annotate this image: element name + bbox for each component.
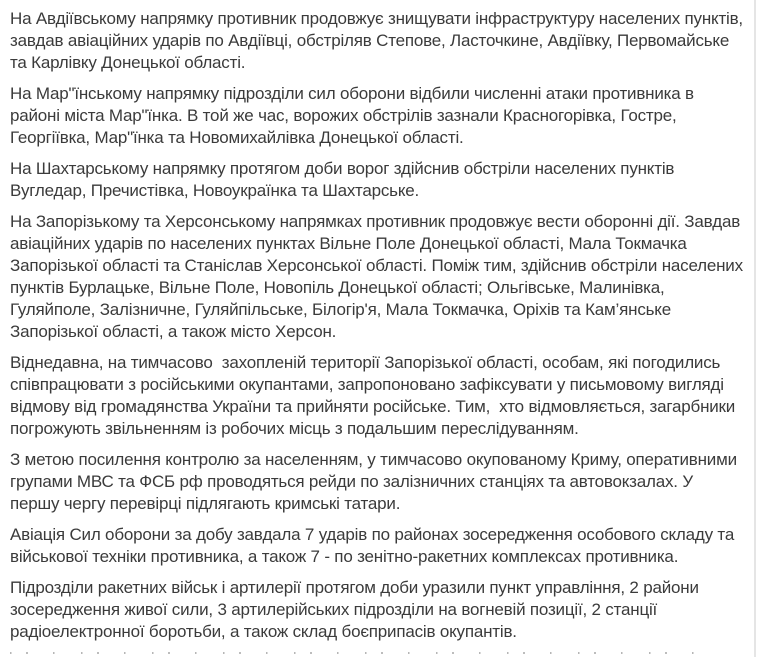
report-paragraph-missile-artillery: Підрозділи ракетних військ і артилерії протягом доби уразили пункт управління, 2 райони зосередження живої сили, 3 артилерійських підрозділи на вогневій позиції, 2 станції радіоелектронної боротьби, а також склад боєприпасів окупантів. — [10, 578, 704, 641]
report-paragraph-shakhtarske-direction: На Шахтарському напрямку протягом доби ворог здійснив обстріли населених пунктів Вугледар, Пречистівка, Новоукраїнка та Шахтарське. — [10, 159, 679, 200]
report-paragraph-marinka-direction: На Мар"їнському напрямку підрозділи сил оборони відбили численні атаки противника в районі міста Мар"їнка. В той же час, ворожих обстрілів зазнали Красногорівка, Гостре, Георгіївка, Мар"їнка та Новомихайлівка Донецької області. — [10, 84, 699, 147]
clipped-next-text-line — [10, 652, 710, 656]
report-paragraph-zaporizhzhia-kherson-directions: На Запорізькому та Херсонському напрямках противник продовжує вести оборонні дії. Завдав авіаційних ударів по населених пунктах Вільне Поле Донецької області, Мала Токмачка Запорізької області та Станіслав Херсонської області. Поміж тим, здійснив обстріли населених пунктів Бурлацьке, Вільне Поле, Новопіль Донецької області; Ольгівське, Малинівка, Гуляйполе, Залізничне, Гуляйпільське, Білогір'я, Мала Токмачка, Оріхів та Кам’янське Запорізької області, а також місто Херсон. — [10, 212, 748, 341]
scrollbar-track-line — [754, 0, 756, 657]
operational-report-text — [10, 8, 748, 656]
report-paragraph-occupied-zaporizhzhia: Віднедавна, на тимчасово захопленій території Запорізької області, особам, які погодились співпрацювати з російськими окупантами, запропоновано зафіксувати у письмовому вигляді відмову від громадянства України та прийняти російське. Тим, хто відмовляється, загарбники погрожують звільненням із робочих місць з подальшим переслідуванням. — [10, 353, 740, 438]
report-paragraph-crimea-raids: З метою посилення контролю за населенням, у тимчасово окупованому Криму, оперативними групами МВС та ФСБ рф проводяться рейди по залізничних станціях та автовокзалах. У першу чергу перевірці підлягають кримські татари. — [10, 450, 742, 513]
report-paragraph-aviation-strikes: Авіація Сил оборони за добу завдала 7 ударів по районах зосередження особового складу та військової техніки противника, а також 7 - по зенітно-ракетних комплексах противника. — [10, 525, 739, 566]
report-paragraph-avdiivka-direction: На Авдіївському напрямку противник продовжує знищувати інфраструктуру населених пунктів, завдав авіаційних ударів по Авдіївці, обстріляв Степове, Ласточкине, Авдіївку, Первомайське та Карлівку Донецької області. — [10, 9, 748, 72]
